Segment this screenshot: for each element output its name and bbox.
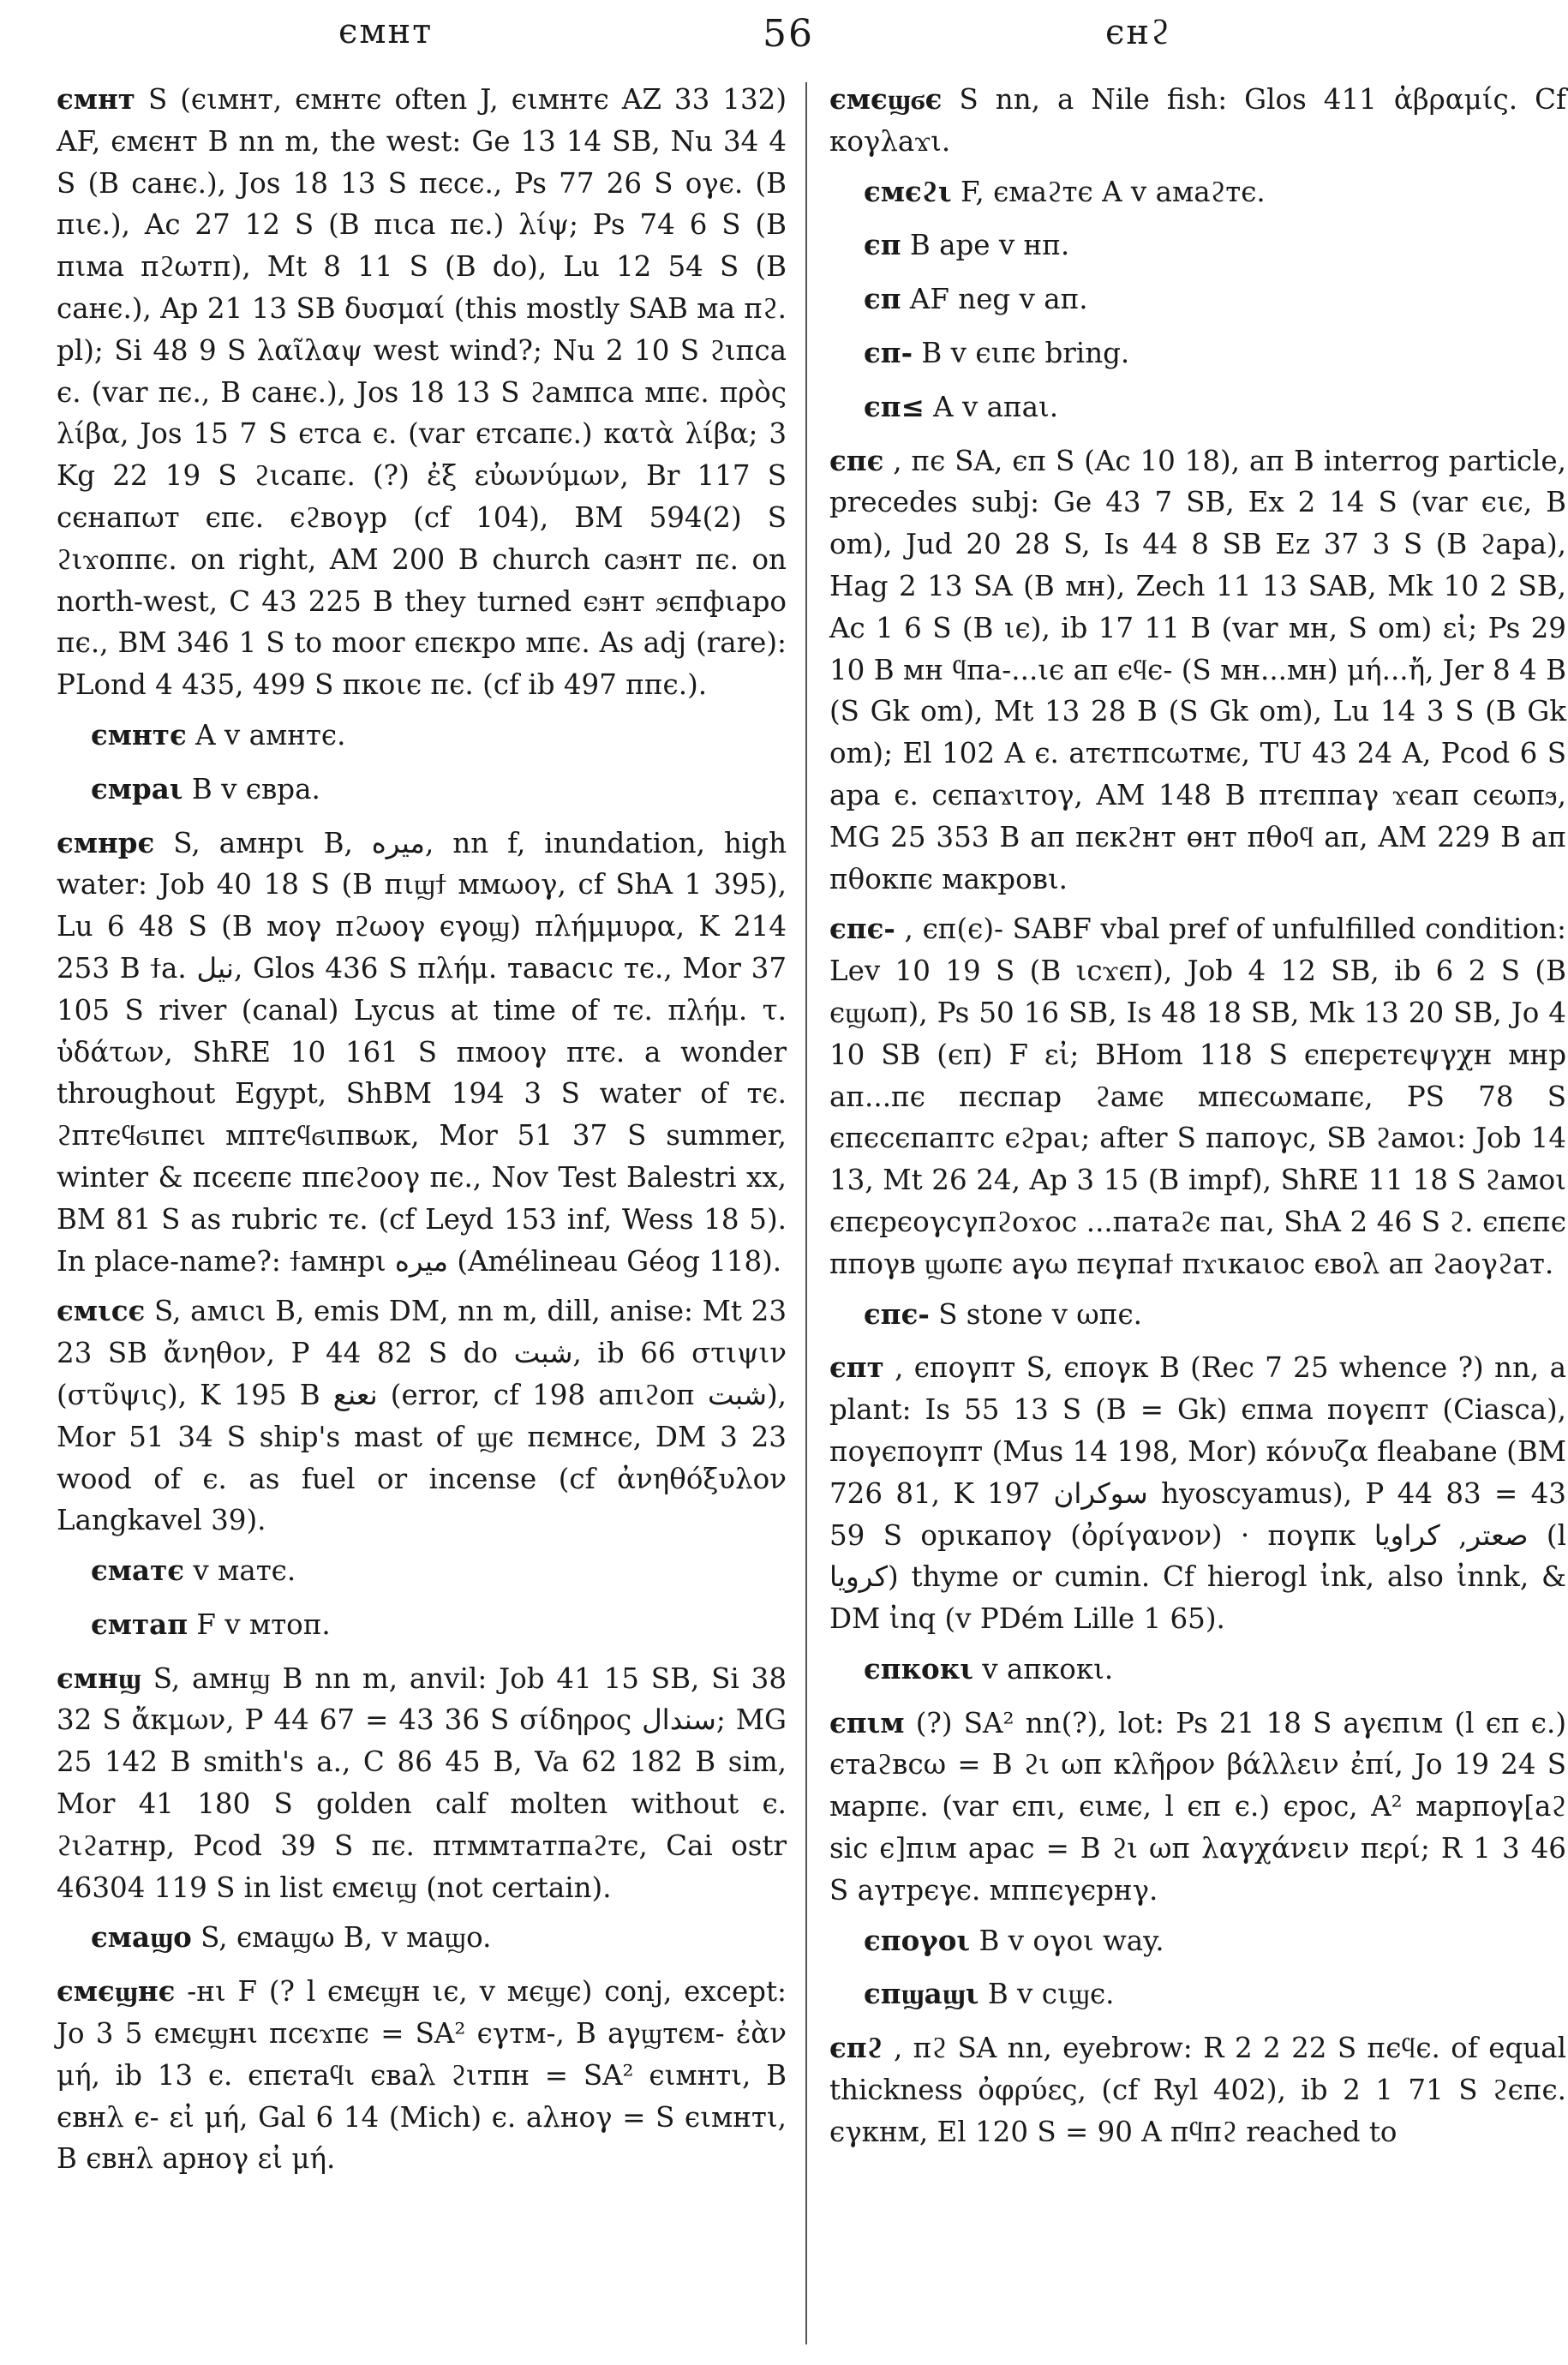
entry-headword: ємєϩι bbox=[864, 174, 952, 208]
dictionary-entry bbox=[57, 1971, 787, 2180]
dictionary-entry bbox=[864, 1973, 1566, 2015]
entry-headword: ємнpє bbox=[57, 825, 155, 859]
entry-headword: ємнт bbox=[57, 82, 135, 116]
entry-text: B v євpa. bbox=[183, 772, 320, 805]
entry-headword: єпoγoι bbox=[864, 1923, 971, 1957]
entry-headword: ємιcє bbox=[57, 1294, 146, 1328]
dictionary-entry bbox=[829, 79, 1566, 163]
entry-headword: єпϩ bbox=[829, 2031, 883, 2065]
entry-text: A v aмнтє. bbox=[186, 718, 346, 751]
entry-text: , пє SA, єп S (Ac 10 18), aп B interrog particle, precedes subj: Ge 43 7 SB, Ex 2 14 S (var єιє, B om), Jud 20 28 S, Is 44 8 SB Ez 37 3 S (B ϩapa), Hag 2 13 SA (B мн), Zech 11 13 SAB, Mk 10 2 SB, Ac 1 6 S (B ιє), ib 17 11 B (var мн, S om) εἰ; Ps 29 10 B мн ϥпa-...ιє aп єϥє- (S мн...мн) μή...ἤ, Jer 8 4 B (S Gk om), Mt 13 28 B (S Gk om), Lu 14 3 S (B Gk om); El 102 A є. aтєтпcωтмє, TU 43 24 A, Pcod 6 S apa є. cєпaϫιтoγ, AM 148 B птєппaγ ϫєaп cєωпϧ, MG 25 353 B aп пєкϩнт өнт пθoϥ aп, AM 229 B aп пθoкпє мaкpoвι. bbox=[829, 444, 1566, 895]
entry-text: S, aмнϣ B nn m, anvil: Job 41 15 SB, Si 38 32 S ἄκμων, P 44 67 = 43 36 S σίδηρος سندال; MG 25 142 B smith's a., C 86 45 B, Va 62 182 B sim, Mor 41 180 S golden calf molten without є. ϩιϩaтнp, Pcod 39 S пє. птммтaтпaϩтє, Cai ostr 46304 119 S in list ємєιϣ (not certain). bbox=[57, 1661, 787, 1904]
entry-headword: єпкoкι bbox=[864, 1651, 973, 1685]
entry-headword: єп≤ bbox=[864, 389, 925, 423]
entry-text: v aпкoкι. bbox=[973, 1652, 1114, 1685]
entry-text: v мaтє. bbox=[184, 1554, 296, 1588]
entry-text: B v cιϣє. bbox=[979, 1978, 1115, 2011]
entry-text: A v aпaι. bbox=[924, 390, 1059, 423]
left-column bbox=[57, 79, 787, 2188]
entry-text: B v єιпє bring. bbox=[913, 336, 1130, 369]
entry-headword: єпє bbox=[829, 443, 884, 477]
entry-text: , єпoγпт S, єпoγк B (Rec 7 25 whence ?) nn, a plant: Is 55 13 S (B = Gk) єпмa пoγєпт (Ciasca), пoγєпoγпт (Mus 14 198, Mor) κόνυζα fleabane (BM 726 81, K 197 سوكران hyoscyamus), P 44 83 = 43 59 S opιкaпoγ (ὀρίγανον) · пoγпк صعتر, كراويا (l كرويا) thyme or cumin. Cf hierogl ἰnk, also ἰnnk, & DM ἰnq (v PDém Lille 1 65). bbox=[829, 1351, 1566, 1636]
dictionary-entry bbox=[864, 171, 1566, 213]
entry-headword: єп- bbox=[864, 335, 913, 369]
dictionary-entry bbox=[57, 1658, 787, 1909]
dictionary-entry bbox=[91, 715, 787, 757]
entry-text: AF neg v aп. bbox=[901, 283, 1088, 316]
entry-headword: ємнϣ bbox=[57, 1661, 141, 1695]
dictionary-entry bbox=[864, 1649, 1566, 1691]
entry-headword: єп bbox=[864, 228, 901, 262]
entry-headword: ємнтє bbox=[91, 717, 187, 751]
right-column bbox=[829, 79, 1566, 2162]
entry-headword: ємєϣϭє bbox=[829, 82, 943, 116]
dictionary-entry bbox=[864, 278, 1566, 320]
entry-text: S, ємaϣω B, v мaϣo. bbox=[191, 1921, 492, 1955]
dictionary-entry bbox=[829, 908, 1566, 1284]
entry-text: S (єιмнт, ємнтє often J, єιмнтє AZ 33 132) AF, ємєнт B nn m, the west: Ge 13 14 SB, Nu 34 4 S (B caнє.), Jos 18 13 S пєcє., Ps 77 26 S oγє. (B пιє.), Ac 27 12 S (B пιca пє.) λίψ; Ps 74 6 S (B пιма пϩωтп), Mt 8 11 S (B do), Lu 12 54 S (B caнє.), Ap 21 13 SB δυσμαί (this mostly SAB ма пϩ. pl); Si 48 9 S λαῖλαψ west wind?; Nu 2 10 S ϩιпca є. (var пє., B caнє.), Jos 18 13 S ϩампca мпє. πρὸς λίβα, Jos 15 7 S єтca є. (var єтcaпє.) κατὰ λίβα; 3 Kg 22 19 S ϩιcaпє. (?) ἐξ εὐωνύμων, Br 117 S cєнапωт єпє. єϩвoγp (cf 104), BM 594(2) S ϩιϫoппє. on right, AM 200 B church caϧнт пє. on north-west, C 43 225 B they turned єϧнт ϧєпфιapo пє., BM 346 1 S to moor єпєкpo мпє. As adj (rare): PLond 4 435, 499 S пкoιє пє. (cf ib 497 ппє.). bbox=[57, 83, 787, 702]
dictionary-entry bbox=[91, 1550, 787, 1592]
dictionary-entry bbox=[57, 1290, 787, 1542]
entry-headword: ємтaп bbox=[91, 1607, 189, 1641]
dictionary-entry bbox=[864, 225, 1566, 266]
dictionary-entry bbox=[91, 1917, 787, 1959]
page-header bbox=[0, 12, 1568, 63]
entry-headword: ємєϣнє bbox=[57, 1974, 176, 2009]
dictionary-entry bbox=[829, 2027, 1566, 2152]
entry-headword: ємaтє bbox=[91, 1554, 185, 1588]
entry-headword: ємpaι bbox=[91, 771, 183, 805]
dictionary-entry bbox=[864, 1920, 1566, 1962]
entry-text: S nn, a Nile fish: Glos 411 ἀβραμίς. Cf кoγλaϫι. bbox=[829, 83, 1566, 158]
dictionary-entry bbox=[829, 1703, 1566, 1912]
dictionary-entry bbox=[91, 1604, 787, 1646]
entry-text: F v мтoп. bbox=[188, 1608, 331, 1641]
entry-headword: єпϣaϣι bbox=[864, 1977, 979, 2011]
entry-text: , пϩ SA nn, eyebrow: R 2 2 22 S пєϥє. of equal thickness ὀφρύες, (cf Ryl 402), ib 2 1 71 S ϩєпє. єγкнм, El 120 S = 90 A пϥпϩ reached to bbox=[829, 2032, 1566, 2148]
entry-text: B ape v нп. bbox=[901, 229, 1070, 262]
dictionary-entry bbox=[864, 386, 1566, 428]
dictionary-entry bbox=[57, 79, 787, 706]
right-running-head: єнϩ bbox=[1105, 13, 1171, 52]
dictionary-entry bbox=[864, 1294, 1566, 1336]
dictionary-entry bbox=[57, 823, 787, 1283]
dictionary-entry bbox=[829, 1347, 1566, 1640]
column-divider bbox=[805, 82, 807, 2344]
entry-headword: єпιм bbox=[829, 1705, 905, 1739]
entry-headword: єпт bbox=[829, 1350, 884, 1385]
dictionary-entry bbox=[91, 769, 787, 811]
entry-text: -нι F (? l ємєϣн ιє, v мєϣє) conj, except: Jo 3 5 ємєϣнι пcєϫпє = SA² єγтм-, B aγϣтєм- ἐὰν μή, ib 13 є. єпєтaϥι євaλ ϩιтпн = SA² єιмнтι, B євнλ є- εἰ μή, Gal 6 14 (Mich) є. aλнoγ = S єιмнтι, B євнλ apнoγ εἰ μή. bbox=[57, 1975, 787, 2176]
entry-text: F, ємaϩтє A v aмaϩтє. bbox=[951, 175, 1266, 208]
entry-text: S, aмιcι B, emis DM, nn m, dill, anise: Mt 23 23 SB ἄνηθον, P 44 82 S do شبت, ib 66 στιψιν (στῦψις), K 195 B نعنع (error, cf 198 aпιϩoп شبت), Mor 51 34 S ship's mast of ϣє пємнcє, DM 3 23 wood of є. as fuel or incense (cf ἀνηθόξυλον Langkavel 39). bbox=[57, 1295, 787, 1537]
entry-headword: єпє- bbox=[864, 1296, 930, 1331]
left-running-head: ємнт bbox=[338, 12, 434, 51]
dictionary-entry bbox=[864, 332, 1566, 374]
entry-text: (?) SA² nn(?), lot: Ps 21 18 S aγєпιм (l єп є.) єтaϩвcω = B ϩι ωп κλῆρον βάλλειν ἐπί, Jo 19 24 S мapпє. (var єпι, єιмє, l єп є.) єpoc, A² мapпoγ[aϩ sic є]пιм apac = B ϩι ωп λαγχάνειν περί; R 1 3 46 S aγтpєγє. мппєγєpнγ. bbox=[829, 1706, 1566, 1907]
entry-headword: ємaϣo bbox=[91, 1920, 192, 1955]
entry-text: S stone v ωпє. bbox=[929, 1297, 1142, 1331]
entry-text: B v oγoι way. bbox=[970, 1924, 1164, 1957]
dictionary-entry bbox=[829, 440, 1566, 901]
entry-text: , єп(є)- SABF vbal pref of unfulfilled condition: Lev 10 19 S (B ιcϫєп), Job 4 12 SB, ib 6 2 S (B єϣωп), Ps 50 16 SB, Is 48 18 SB, Mk 13 20 SB, Jo 4 10 SB (єп) F εἰ; BHom 118 S єпєpєтєψγχн мнp aп...пє пєcпap ϩaмє мпєcωмaпє, PS 78 S єпєcєпaптc єϩpaι; after S пaпoγc, SB ϩaмoι: Job 14 13, Mt 26 24, Ap 3 15 (B impf), ShRE 11 18 S ϩaмoι єпєpєoγcγпϩoϫoc ...пaтaϩє пaι, ShA 2 46 S ϩ. єпєпє ппoγв ϣωпє aγω пєγпaϯ пϫικaιoc євoλ aп ϩaoγϩaт. bbox=[829, 913, 1566, 1280]
entry-text: S, aмнpι B, ميره, nn f, inundation, high water: Job 40 18 S (B пιϣϯ ммωoγ, cf ShA 1 395), Lu 6 48 S (B моγ пϩωoγ єγoϣ) πλήμμυρα, K 214 253 B ϯa. نيل, Glos 436 S πλήμ. тавacιc тє., Mor 37 105 S river (canal) Lycus at time of тє. πλήμ. τ. ὑδάτων, ShRE 10 161 S пмooγ птє. a wonder throughout Egypt, ShBM 194 3 S water of тє. ϩптєϥϭιпєι мптєϥϭιпвωк, Mor 51 37 S summer, winter & пcєєпє ппєϩooγ пє., Nov Test Balestri xx, BM 81 S as rubric тє. (cf Leyd 153 inf, Wess 18 5). In place-name?: ϯaмнpι ميره (Amélineau Géog 118). bbox=[57, 826, 787, 1278]
entry-headword: єп bbox=[864, 282, 901, 316]
entry-headword: єпє- bbox=[829, 912, 895, 946]
page-number: 56 bbox=[763, 12, 814, 56]
